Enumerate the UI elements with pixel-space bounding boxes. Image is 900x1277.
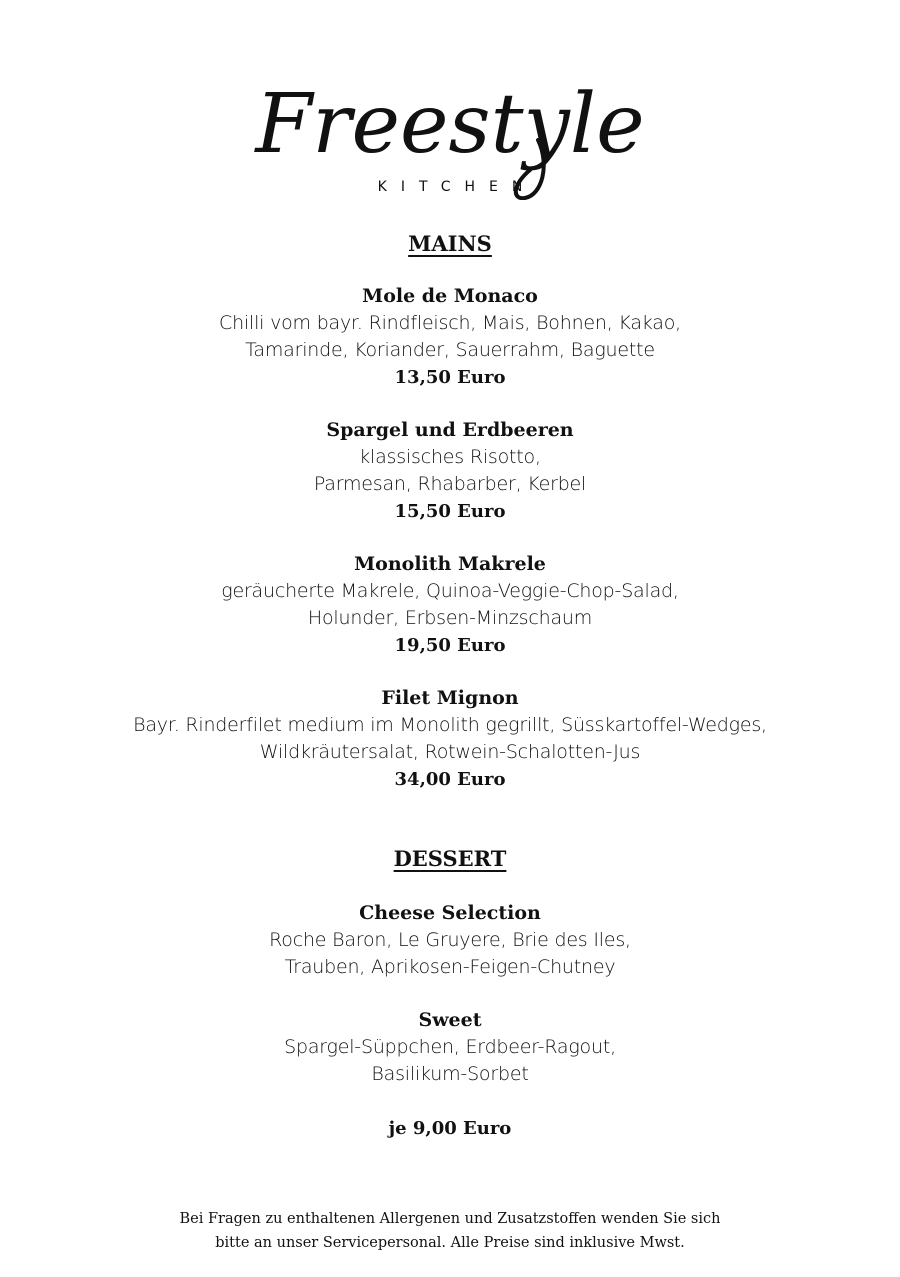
item-description-line: klassisches Risotto, bbox=[359, 446, 541, 468]
menu-item-mole-de-monaco bbox=[0, 283, 900, 391]
item-description-line: Spargel-Süppchen, Erdbeer-Ragout, bbox=[284, 1036, 616, 1058]
item-description-line: Trauben, Aprikosen-Feigen-Chutney bbox=[284, 956, 616, 978]
item-name: Mole de Monaco bbox=[362, 285, 538, 307]
item-description-line: Bayr. Rinderfilet medium im Monolith gegrillt, Süsskartoffel-Wedges, bbox=[133, 714, 767, 736]
menu-item-filet-mignon bbox=[0, 685, 900, 793]
item-name: Monolith Makrele bbox=[354, 553, 546, 575]
logo-wordmark: Freestyle bbox=[255, 77, 645, 172]
item-name: Sweet bbox=[418, 1009, 482, 1031]
item-price: 19,50 Euro bbox=[394, 635, 506, 656]
logo bbox=[0, 70, 900, 220]
item-name: Filet Mignon bbox=[381, 687, 519, 709]
menu-item-monolith-makrele bbox=[0, 551, 900, 659]
item-name: Spargel und Erdbeeren bbox=[326, 419, 574, 441]
item-description-line: Chilli vom bayr. Rindfleisch, Mais, Bohnen, Kakao, bbox=[219, 312, 681, 334]
footer-line: bitte an unser Servicepersonal. Alle Preise sind inklusive Mwst. bbox=[215, 1235, 685, 1251]
menu-item-spargel-und-erdbeeren bbox=[0, 417, 900, 525]
logo-subtitle: KITCHEN bbox=[377, 179, 537, 195]
item-price: 13,50 Euro bbox=[394, 367, 506, 388]
item-price: 15,50 Euro bbox=[394, 501, 506, 522]
menu-item-sweet bbox=[0, 1007, 900, 1088]
item-description-line: Basilikum-Sorbet bbox=[371, 1063, 529, 1085]
section-title-mains: MAINS bbox=[408, 231, 492, 256]
item-name: Cheese Selection bbox=[359, 902, 541, 924]
menu-item-cheese-selection bbox=[0, 900, 900, 981]
item-price: je 9,00 Euro bbox=[388, 1118, 512, 1139]
item-description-line: Wildkräutersalat, Rotwein-Schalotten-Jus bbox=[259, 741, 641, 763]
item-price: 34,00 Euro bbox=[394, 769, 506, 790]
allergen-note bbox=[0, 1207, 900, 1255]
section-title-dessert: DESSERT bbox=[393, 846, 507, 871]
item-description-line: Tamarinde, Koriander, Sauerrahm, Baguette bbox=[245, 339, 655, 361]
dessert-price bbox=[0, 1115, 900, 1142]
footer-line: Bei Fragen zu enthaltenen Allergenen und Zusatzstoffen wenden Sie sich bbox=[179, 1211, 721, 1227]
item-description-line: geräucherte Makrele, Quinoa-Veggie-Chop-Salad, bbox=[221, 580, 679, 602]
item-description-line: Parmesan, Rhabarber, Kerbel bbox=[313, 473, 587, 495]
item-description-line: Roche Baron, Le Gruyere, Brie des Iles, bbox=[269, 929, 631, 951]
item-description-line: Holunder, Erbsen-Minzschaum bbox=[307, 607, 593, 629]
